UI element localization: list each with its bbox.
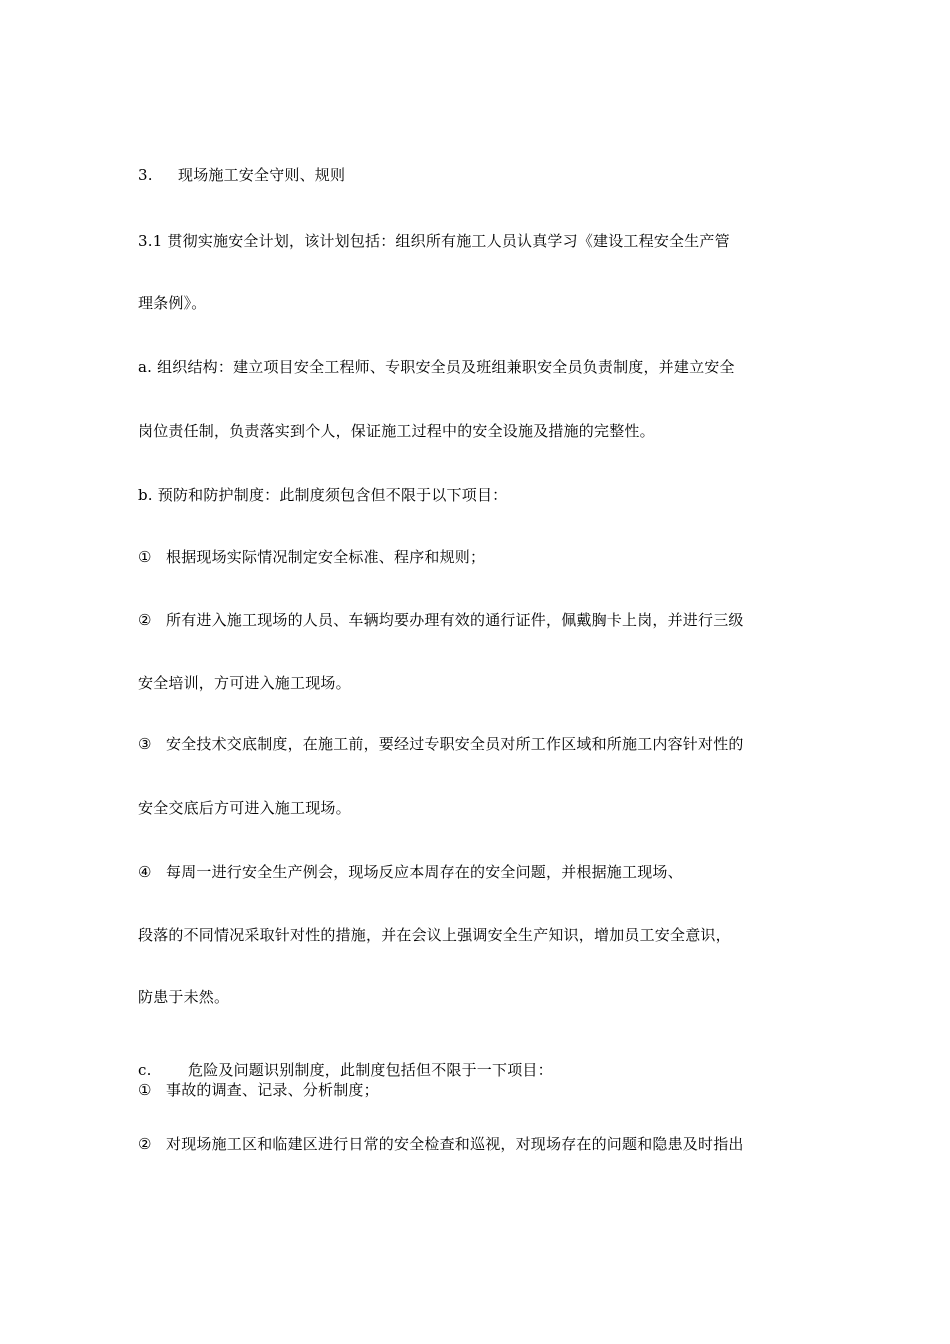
paragraph-3-1-line-2: 理条例》。: [138, 294, 207, 312]
c-item-2-text: 对现场施工区和临建区进行日常的安全检查和巡视，对现场存在的问题和隐患及时指出: [166, 1135, 744, 1153]
c-item-1-number: ①: [138, 1081, 152, 1099]
b-item-2-line-2: 安全培训，方可进入施工现场。: [138, 674, 351, 692]
b-item-1: [138, 547, 818, 567]
section-number: 3.: [138, 166, 153, 184]
b-item-3-line-2: 安全交底后方可进入施工现场。: [138, 799, 351, 817]
section-heading: [138, 165, 818, 185]
b-item-3-text: 安全技术交底制度，在施工前，要经过专职安全员对所工作区域和所施工内容针对性的: [166, 735, 744, 753]
b-item-4-line-3: 防患于未然。: [138, 988, 230, 1006]
b-item-4-line-2: 段落的不同情况采取针对性的措施，并在会议上强调安全生产知识，增加员工安全意识，: [138, 926, 731, 944]
b-item-2-text: 所有进入施工现场的人员、车辆均要办理有效的通行证件，佩戴胸卡上岗，并进行三级: [166, 611, 744, 629]
b-item-3: [138, 734, 818, 754]
c-item-2-number: ②: [138, 1135, 152, 1153]
c-item-1: [138, 1080, 818, 1100]
paragraph-b-line-1: b. 预防和防护制度：此制度须包含但不限于以下项目：: [138, 486, 508, 504]
paragraph-3-1-line-1: 3.1 贯彻实施安全计划，该计划包括：组织所有施工人员认真学习《建设工程安全生产管: [138, 232, 730, 250]
paragraph-c-number: c.: [138, 1061, 152, 1079]
b-item-2: [138, 610, 818, 630]
b-item-4: [138, 862, 818, 882]
section-title: 现场施工安全守则、规则: [178, 166, 346, 184]
c-item-1-text: 事故的调查、记录、分析制度；: [166, 1081, 379, 1099]
b-item-4-text: 每周一进行安全生产例会，现场反应本周存在的安全问题，并根据施工现场、: [166, 863, 683, 881]
paragraph-a-line-2: 岗位责任制，负责落实到个人，保证施工过程中的安全设施及措施的完整性。: [138, 422, 655, 440]
b-item-1-text: 根据现场实际情况制定安全标准、程序和规则；: [166, 548, 486, 566]
b-item-2-number: ②: [138, 611, 152, 629]
b-item-3-number: ③: [138, 735, 152, 753]
paragraph-c-line-1: [138, 1060, 818, 1080]
c-item-2: [138, 1134, 818, 1154]
paragraph-a-line-1: a. 组织结构：建立项目安全工程师、专职安全员及班组兼职安全员负责制度，并建立安全: [138, 358, 735, 376]
paragraph-c-text: 危险及问题识别制度，此制度包括但不限于一下项目：: [188, 1061, 553, 1079]
b-item-4-number: ④: [138, 863, 152, 881]
b-item-1-number: ①: [138, 548, 152, 566]
